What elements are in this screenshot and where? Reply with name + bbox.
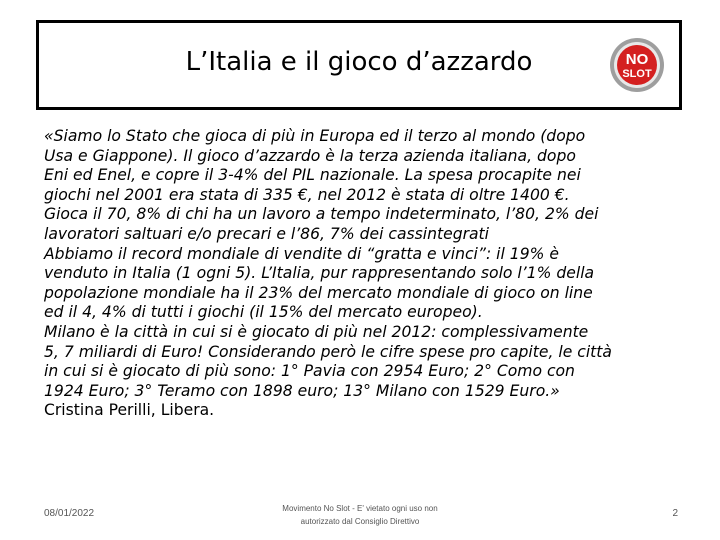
footer-notice-line2: autorizzato dal Consiglio Direttivo bbox=[300, 517, 420, 526]
quote-line: in cui si è giocato di più sono: 1° Pavia con 2954 Euro; 2° Como con bbox=[44, 362, 575, 381]
logo-text-line1: NO bbox=[625, 51, 649, 68]
footer-date: 08/01/2022 bbox=[44, 508, 95, 519]
quote-line: Abbiamo il record mondiale di vendite di “gratta e vinci”: il 19% è bbox=[44, 244, 560, 263]
no-slot-logo-icon bbox=[609, 37, 665, 93]
quote-line: Eni ed Enel, e copre il 3-4% del PIL nazionale. La spesa procapite nei bbox=[44, 166, 581, 185]
footer-notice bbox=[248, 502, 472, 528]
slide-title: L’Italia e il gioco d’azzardo bbox=[185, 47, 533, 77]
quote-body bbox=[44, 127, 720, 421]
quote-line: Gioca il 70, 8% di chi ha un lavoro a tempo indeterminato, l’80, 2% dei bbox=[44, 205, 599, 224]
quote-line: lavoratori saltuari e/o precari e l’86, 7% dei cassintegrati bbox=[44, 224, 490, 243]
title-box bbox=[36, 20, 682, 110]
quote-line: Milano è la città in cui si è giocato di più nel 2012: complessivamente bbox=[44, 322, 589, 341]
page-number: 2 bbox=[672, 508, 678, 519]
quote-line: «Siamo lo Stato che gioca di più in Europa ed il terzo al mondo (dopo bbox=[44, 127, 586, 145]
logo-text-line2: SLOT bbox=[622, 68, 652, 80]
quote-attribution: Cristina Perilli, Libera. bbox=[44, 401, 215, 420]
quote-line: ed il 4, 4% di tutti i giochi (il 15% del mercato europeo). bbox=[44, 303, 483, 322]
quote-line: 1924 Euro; 3° Teramo con 1898 euro; 13° Milano con 1529 Euro.» bbox=[44, 381, 560, 400]
quote-line: Usa e Giappone). Il gioco d’azzardo è la terza azienda italiana, dopo bbox=[44, 146, 576, 165]
quote-line: popolazione mondiale ha il 23% del mercato mondiale di gioco on line bbox=[44, 283, 593, 302]
quote-line: venduto in Italia (1 ogni 5). L’Italia, pur rappresentando solo l’1% della bbox=[44, 264, 595, 283]
quote-line: 5, 7 miliardi di Euro! Considerando però le cifre spese pro capite, le città bbox=[44, 342, 612, 361]
quote-line: giochi nel 2001 era stata di 335 €, nel 2012 è stata di oltre 1400 €. bbox=[44, 185, 570, 204]
footer-notice-line1: Movimento No Slot - E' vietato ogni uso non bbox=[282, 504, 438, 513]
